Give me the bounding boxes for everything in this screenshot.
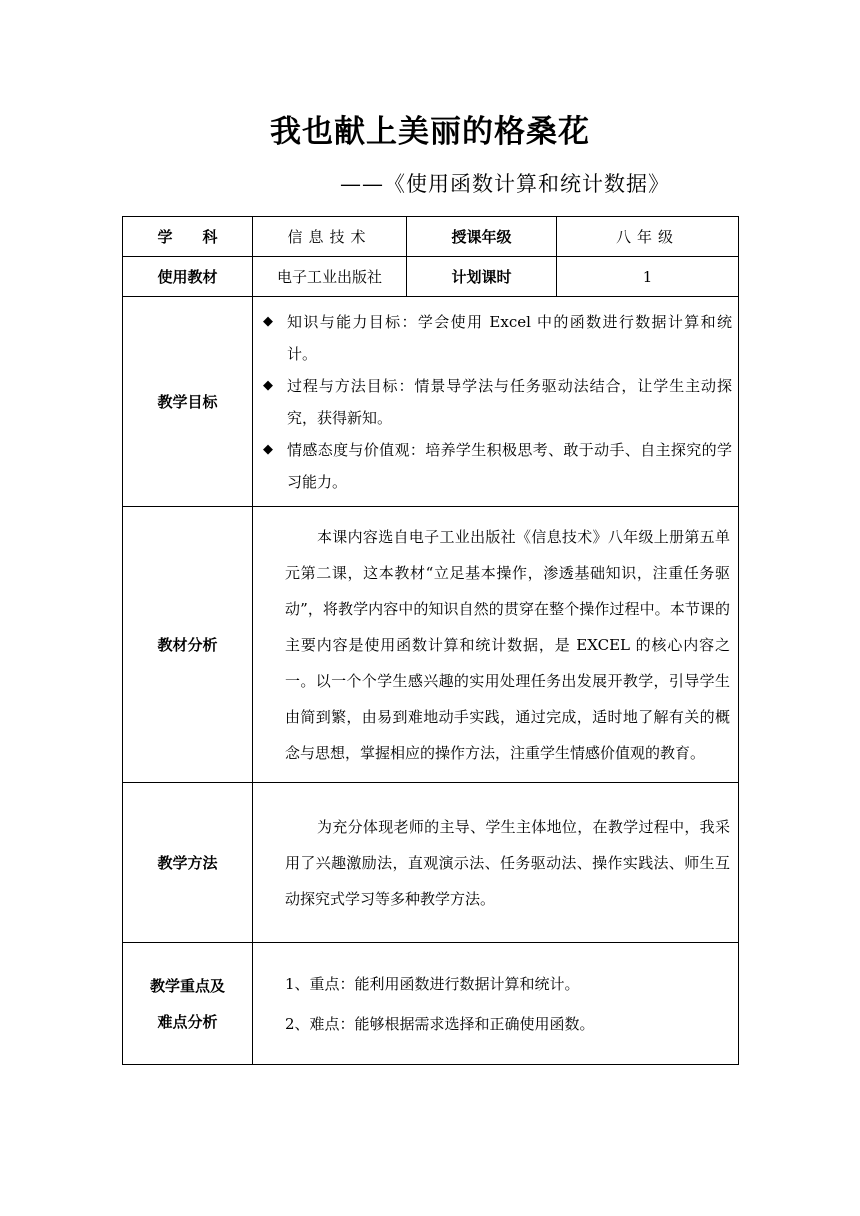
textbook-label: 使用教材 bbox=[123, 257, 253, 297]
method-label: 教学方法 bbox=[123, 783, 253, 943]
diamond-bullet-icon: ◆ bbox=[263, 441, 273, 457]
goal-item bbox=[253, 370, 748, 434]
method-row bbox=[123, 783, 739, 943]
lesson-plan-table bbox=[122, 216, 748, 1065]
keypoints-content bbox=[253, 943, 739, 1065]
analysis-content bbox=[253, 507, 739, 783]
goal-text: 过程与方法目标：情景导学法与任务驱动法结合，让学生主动探 究，获得新知。 bbox=[287, 376, 748, 427]
keypoint-item: 1、重点：能利用函数进行数据计算和统计。 bbox=[285, 974, 580, 993]
method-text: 为充分体现老师的主导、学生主体地位，在教学过程中，我采用了兴趣激励法，直观演示法、任务驱动法、操作实践法、师生互动探究式学习等多种教学方法。 bbox=[285, 817, 730, 908]
grade-value: 八年级 bbox=[557, 217, 739, 257]
hours-value: 1 bbox=[557, 257, 739, 297]
subject-value: 信息技术 bbox=[253, 217, 407, 257]
goals-row bbox=[123, 297, 739, 507]
subject-label: 学 科 bbox=[123, 217, 253, 257]
keypoint-item: 2、难点：能够根据需求选择和正确使用函数。 bbox=[285, 1014, 595, 1033]
subject-row bbox=[123, 217, 739, 257]
goals-label: 教学目标 bbox=[123, 297, 253, 507]
analysis-text: 本课内容选自电子工业出版社《信息技术》八年级上册第五单元第二课，这本教材“立足基本操作，渗透基础知识，注重任务驱动”，将教学内容中的知识自然的贯穿在整个操作过程中。本节课的主要内容是使用函数计算和统计数据，是 EXCEL 的核心内容之一。以一个个学生感兴趣的实用处理任务出发展开教学，引导学生由简到繁，由易到难地动手实践，通过完成，适时地了解有关的概念与思想，掌握相应的操作方法，注重学生情感价值观的教育。 bbox=[285, 527, 730, 762]
textbook-row bbox=[123, 257, 739, 297]
goals-content bbox=[253, 297, 748, 507]
keypoints-label bbox=[123, 943, 253, 1065]
analysis-row bbox=[123, 507, 739, 783]
keypoints-label-line2: 难点分析 bbox=[157, 1012, 218, 1031]
diamond-bullet-icon: ◆ bbox=[263, 313, 273, 329]
textbook-value: 电子工业出版社 bbox=[253, 257, 407, 297]
goal-text: 情感态度与价值观：培养学生积极思考、敢于动手、自主探究的学习能力。 bbox=[287, 440, 732, 491]
goal-text: 知识与能力目标：学会使用 Excel 中的函数进行数据计算和统 计。 bbox=[287, 312, 748, 363]
keypoints-row bbox=[123, 943, 739, 1065]
grade-label: 授课年级 bbox=[407, 217, 557, 257]
keypoints-label-line1: 教学重点及 bbox=[149, 976, 225, 995]
goal-item bbox=[253, 434, 738, 498]
diamond-bullet-icon: ◆ bbox=[263, 377, 273, 393]
analysis-label: 教材分析 bbox=[123, 507, 253, 783]
hours-label: 计划课时 bbox=[407, 257, 557, 297]
goal-item bbox=[253, 306, 748, 370]
document-title: 我也献上美丽的格桑花 bbox=[270, 114, 590, 150]
method-content bbox=[253, 783, 739, 943]
document-subtitle: ——《使用函数计算和统计数据》 bbox=[340, 172, 670, 196]
